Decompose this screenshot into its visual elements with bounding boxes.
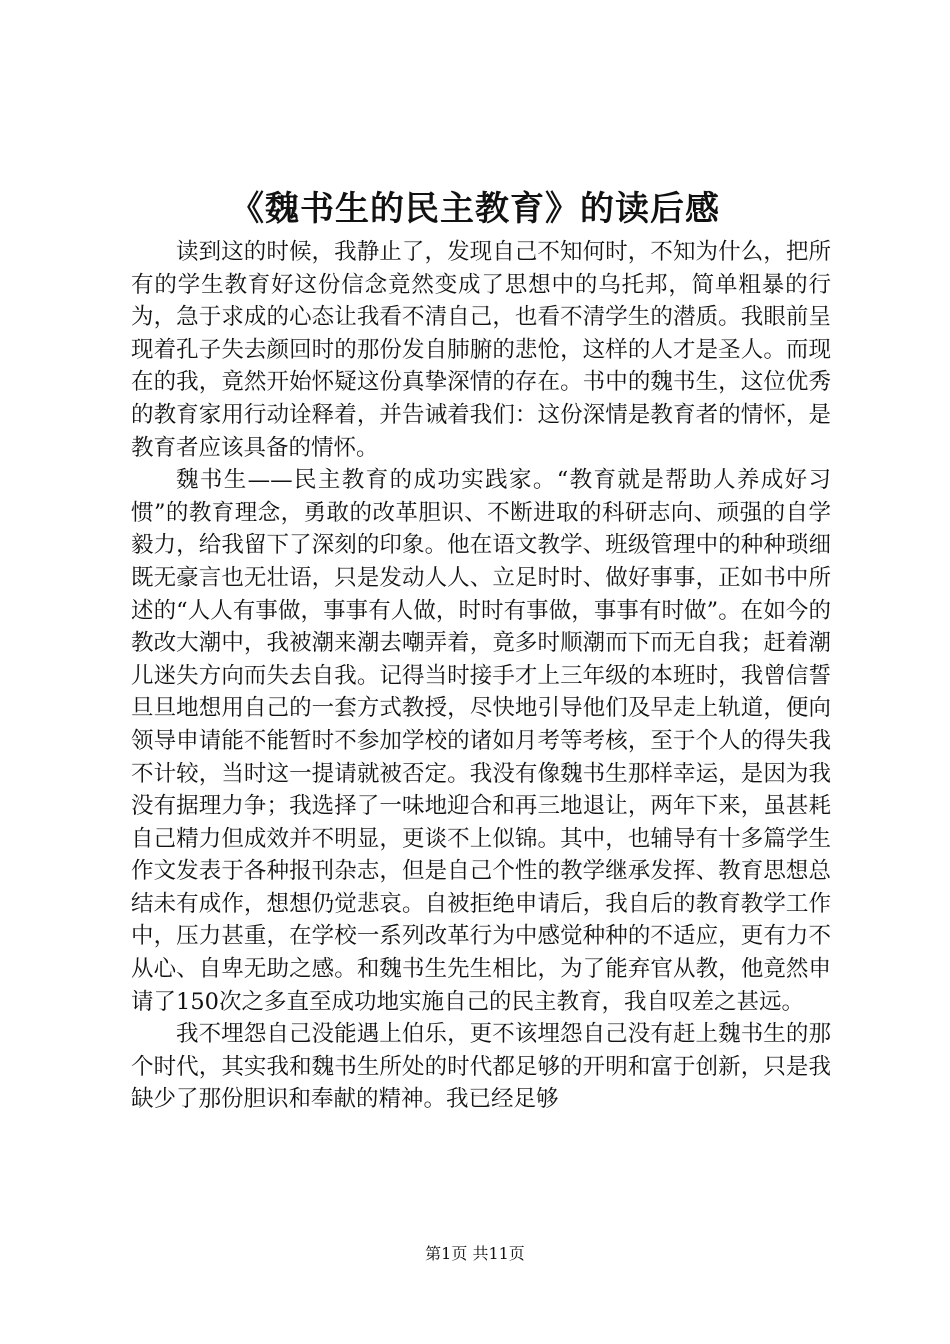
paragraph-2: 魏书生——民主教育的成功实践家。“教育就是帮助人养成好习惯”的教育理念，勇敢的改革胆识、不断进取的科研志向、顽强的自学毅力，给我留下了深刻的印象。他在语文教学、班级管理中的种种琐细既无豪言也无壮语，只是发动人人、立足时时、做好事事，正如书中所述的“人人有事做，事事有人做，时时有事做，事事有时做”。在如今的教改大潮中，我被潮来潮去嘲弄着，竟多时顺潮而下而无自我；赶着潮儿迷失方向而失去自我。记得当时接手才上三年级的本班时，我曾信誓旦旦地想用自己的一套方式教授，尽快地引导他们及早走上轨道，便向领导申请能不能暂时不参加学校的诸如月考等考核，至于个人的得失我不计较，当时这一提请就被否定。我没有像魏书生那样幸运，是因为我没有据理力争；我选择了一味地迎合和再三地退让，两年下来，虽甚耗自己精力但成效并不明显，更谈不上似锦。其中，也辅导有十多篇学生作文发表于各种报刊杂志，但是自己个性的教学继承发挥、教育思想总结未有成作，想想仍觉悲哀。自被拒绝申请后，我自后的教育教学工作中，压力甚重，在学校一系列改革行为中感觉种种的不适应，更有力不从心、自卑无助之感。和魏书生先生相比，为了能弃官从教，他竟然申请了150次之多直至成功地实施自己的民主教育，我自叹差之甚远。: [131, 467, 831, 1015]
document-body: [131, 236, 831, 1116]
document-title: 《魏书生的民主教育》的读后感: [230, 189, 720, 229]
paragraph-1: 读到这的时候，我静止了，发现自己不知何时，不知为什么，把所有的学生教育好这份信念竟然变成了思想中的乌托邦，简单粗暴的行为，急于求成的心态让我看不清自己，也看不清学生的潜质。我眼前呈现着孔子失去颜回时的那份发自肺腑的悲怆，这样的人才是圣人。而现在的我，竟然开始怀疑这份真挚深情的存在。书中的魏书生，这位优秀的教育家用行动诠释着，并告诫着我们：这份深情是教育者的情怀，是教育者应该具备的情怀。: [131, 239, 831, 461]
page-number-footer: 第1页 共11页: [425, 1244, 525, 1263]
paragraph-3: 我不埋怨自己没能遇上伯乐，更不该埋怨自己没有赶上魏书生的那个时代，其实我和魏书生所处的时代都足够的开明和富于创新，只是我缺少了那份胆识和奉献的精神。我已经足够: [131, 1021, 831, 1113]
